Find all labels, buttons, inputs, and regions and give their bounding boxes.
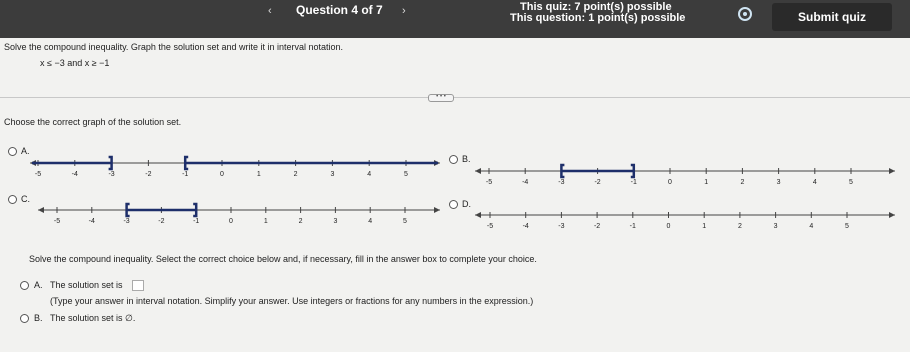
tick-label: 0 [229,218,233,225]
tick-label: 1 [263,218,268,225]
answer-b-letter: B. [34,313,43,323]
tick-label: 2 [740,179,745,186]
quiz-points: This quiz: 7 point(s) possible [520,1,672,13]
answer-a-radio[interactable] [20,281,29,290]
tick-label: -1 [630,179,637,186]
question-title: Question 4 of 7 [296,3,383,17]
tick-label: -3 [558,223,565,230]
tick-label: 4 [812,179,817,186]
tick-label: 1 [702,223,707,230]
more-button[interactable]: • • • [428,94,454,102]
tick-label: -3 [108,171,115,178]
tick-label: -2 [158,218,165,225]
tick-label: -5 [34,171,42,178]
tick-label: 4 [368,218,373,225]
tick-label: -3 [558,179,565,186]
answer-a-letter: A. [34,280,43,290]
inequality-text: x ≤ −3 and x ≥ −1 [40,58,110,68]
tick-label: -2 [145,171,152,178]
answer-b-text: The solution set is ∅. [50,313,136,323]
answer-a-text: The solution set is [50,280,123,290]
option-c-letter: C. [21,194,30,204]
tick-label: -1 [629,223,636,230]
tick-label: 4 [367,171,372,178]
tick-label: -4 [71,171,78,178]
tick-label: -2 [594,179,601,186]
tick-label: 2 [293,171,298,178]
part2-instruction: Solve the compound inequality. Select the correct choice below and, if necessary, fill in the answer box to complete your choice. [29,254,537,264]
next-question-icon[interactable]: › [402,5,406,17]
tick-label: 2 [737,223,742,230]
answer-a-hint: (Type your answer in interval notation. Simplify your answer. Use integers or fractions for any numbers in the expression.) [50,296,534,306]
tick-label: 0 [668,179,672,186]
tick-label: -4 [88,218,95,225]
tick-label: 5 [849,179,853,186]
tick-label: 0 [220,171,224,178]
tick-label: 1 [704,179,709,186]
left-arrow-icon [475,212,481,218]
tick-label: 5 [403,218,407,225]
tick-label: 0 [666,223,671,230]
tick-label: -4 [522,179,529,186]
question-prompt: Solve the compound inequality. Graph the solution set and write it in interval notation. [4,42,344,52]
previous-question-icon[interactable]: ‹ [268,5,272,17]
tick-label: -3 [123,218,130,225]
tick-label: -5 [485,179,493,186]
tick-label: -5 [53,218,61,225]
tick-label: 3 [333,218,338,225]
option-a-letter: A. [21,146,30,156]
tick-label: -2 [593,223,601,230]
tick-label: 3 [776,179,781,186]
tick-label: -1 [193,218,200,225]
tick-label: 1 [256,171,261,178]
answer-b-radio[interactable] [20,314,29,323]
tick-label: 4 [809,223,814,230]
part1-instruction: Choose the correct graph of the solution set. [4,117,182,127]
right-arrow-icon [889,212,895,218]
tick-label: -1 [182,171,189,178]
submit-quiz-button[interactable]: Submit quiz [772,3,892,31]
tick-label: -4 [522,223,529,230]
tick-label: 3 [773,223,778,230]
tick-label: 5 [845,223,849,230]
tick-label: 2 [298,218,303,225]
option-d-letter: D. [462,199,471,209]
tick-label: 3 [330,171,335,178]
question-points: This question: 1 point(s) possible [510,12,686,24]
interval-answer-input[interactable] [132,280,144,291]
option-b-letter: B. [462,154,471,164]
tick-label: 5 [404,171,408,178]
tick-label: -5 [486,223,494,230]
